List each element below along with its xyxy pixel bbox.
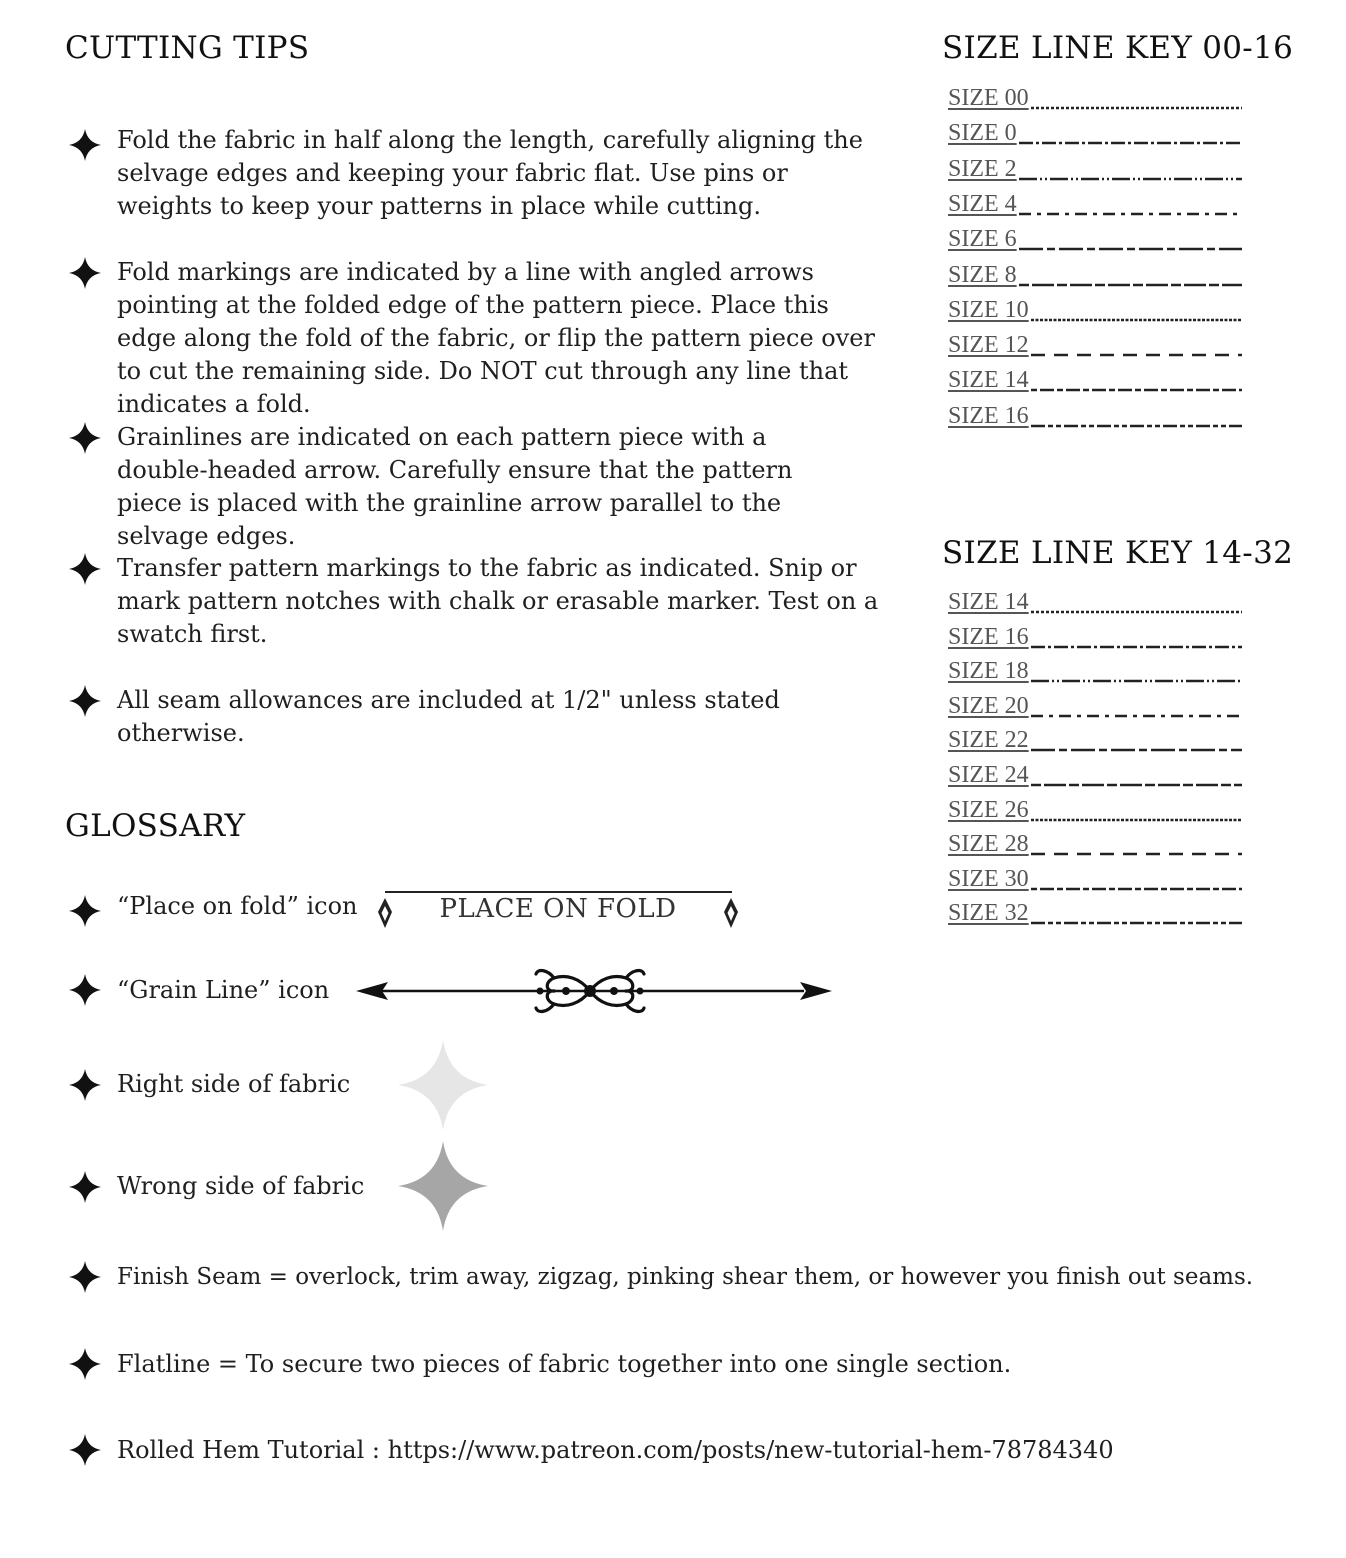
finish-seam-definition: Finish Seam = overlock, trim away, zigzag, pinking shear them, or however you finish out seams. — [117, 1264, 1254, 1290]
size-line-row — [948, 622, 1248, 656]
cutting-tip-4: Transfer pattern markings to the fabric as indicated. Snip or mark pattern notches with chalk or erasable marker. Test on a swatch first. — [117, 554, 879, 648]
size-label: SIZE 32 — [948, 900, 1029, 927]
place-on-fold-label: “Place on fold” icon — [117, 892, 358, 920]
size-line-pattern — [948, 829, 1248, 863]
star-bullet-icon — [68, 1068, 102, 1102]
size-line-pattern — [948, 760, 1248, 794]
size-line-row — [948, 898, 1248, 932]
right-side-star-icon — [396, 1038, 490, 1132]
size-line-pattern — [948, 622, 1248, 656]
size-line-row — [948, 365, 1248, 399]
wrong-side-star-icon — [396, 1139, 490, 1233]
place-on-fold-text: PLACE ON FOLD — [439, 894, 677, 924]
wrong-side-label: Wrong side of fabric — [117, 1172, 365, 1200]
star-bullet-icon — [68, 684, 102, 718]
size-line-row — [948, 656, 1248, 690]
size-line-pattern — [948, 295, 1248, 329]
size-label: SIZE 22 — [948, 727, 1029, 754]
rolled-hem-tutorial-link[interactable]: Rolled Hem Tutorial : https://www.patreon.com/posts/new-tutorial-hem-78784340 — [117, 1436, 1114, 1464]
size-line-pattern — [948, 795, 1248, 829]
size-line-pattern — [948, 898, 1248, 932]
grain-line-label: “Grain Line” icon — [117, 976, 330, 1004]
star-bullet-icon — [68, 1170, 102, 1204]
size-line-row — [948, 83, 1248, 117]
size-line-pattern — [948, 864, 1248, 898]
size-line-row — [948, 260, 1248, 294]
size-label: SIZE 14 — [948, 367, 1029, 394]
flatline-definition: Flatline = To secure two pieces of fabric together into one single section. — [117, 1350, 1012, 1378]
size-label: SIZE 4 — [948, 190, 1017, 217]
size-label: SIZE 16 — [948, 623, 1029, 650]
cutting-tip-1: Fold the fabric in half along the length, carefully aligning the selvage edges and keeping your fabric flat. Use pins or weights to keep your patterns in place while cutting. — [117, 126, 863, 220]
star-bullet-icon — [68, 894, 102, 928]
size-line-row — [948, 795, 1248, 829]
star-bullet-icon — [68, 1260, 102, 1294]
size-line-pattern — [948, 656, 1248, 690]
cutting-tip-3: Grainlines are indicated on each pattern piece with a double-headed arrow. Carefully ensure that the pattern piece is placed with the grainline arrow parallel to the selvage edges. — [117, 423, 793, 550]
cutting-tip-5: All seam allowances are included at 1/2" unless stated otherwise. — [117, 686, 780, 747]
size-line-row — [948, 829, 1248, 863]
size-label: SIZE 14 — [948, 589, 1029, 615]
size-line-pattern — [948, 691, 1248, 725]
size-line-pattern — [948, 83, 1248, 117]
size-line-row — [948, 691, 1248, 725]
size-key-1-heading: SIZE LINE KEY 00-16 — [942, 30, 1294, 66]
star-bullet-icon — [68, 421, 102, 455]
grain-line-arrow-icon — [354, 960, 834, 1022]
size-line-row — [948, 401, 1248, 435]
size-label: SIZE 2 — [948, 155, 1017, 182]
size-label: SIZE 28 — [948, 831, 1029, 858]
size-line-row — [948, 587, 1248, 621]
size-label: SIZE 26 — [948, 796, 1029, 823]
glossary-heading: GLOSSARY — [65, 808, 246, 844]
size-label: SIZE 6 — [948, 226, 1017, 253]
size-line-pattern — [948, 154, 1248, 188]
size-key-2-heading: SIZE LINE KEY 14-32 — [942, 535, 1294, 571]
size-line-row — [948, 118, 1248, 152]
star-bullet-icon — [68, 973, 102, 1007]
size-line-pattern — [948, 365, 1248, 399]
star-bullet-icon — [68, 1433, 102, 1467]
size-line-pattern — [948, 224, 1248, 258]
size-line-pattern — [948, 330, 1248, 364]
size-line-pattern — [948, 189, 1248, 223]
size-line-pattern — [948, 260, 1248, 294]
size-line-row — [948, 154, 1248, 188]
size-line-row — [948, 224, 1248, 258]
star-bullet-icon — [68, 128, 102, 162]
size-line-pattern — [948, 401, 1248, 435]
size-line-row — [948, 725, 1248, 759]
right-side-label: Right side of fabric — [117, 1070, 351, 1098]
place-on-fold-icon — [372, 884, 744, 934]
cutting-tips-heading: CUTTING TIPS — [65, 30, 310, 66]
size-line-pattern — [948, 587, 1248, 621]
star-bullet-icon — [68, 256, 102, 290]
size-label: SIZE 8 — [948, 261, 1017, 288]
star-bullet-icon — [68, 552, 102, 586]
size-label: SIZE 24 — [948, 762, 1029, 788]
size-label: SIZE 10 — [948, 296, 1029, 323]
size-line-row — [948, 189, 1248, 223]
size-line-row — [948, 295, 1248, 329]
size-label: SIZE 18 — [948, 658, 1029, 685]
size-line-row — [948, 864, 1248, 898]
size-label: SIZE 0 — [948, 120, 1017, 147]
size-line-row — [948, 330, 1248, 364]
size-line-row — [948, 760, 1248, 794]
size-line-pattern — [948, 118, 1248, 152]
star-bullet-icon — [68, 1347, 102, 1381]
size-label: SIZE 20 — [948, 692, 1029, 719]
size-label: SIZE 30 — [948, 865, 1029, 892]
size-line-pattern — [948, 725, 1248, 759]
size-label: SIZE 12 — [948, 332, 1029, 359]
size-label: SIZE 00 — [948, 85, 1029, 111]
size-label: SIZE 16 — [948, 402, 1029, 429]
cutting-tip-2: Fold markings are indicated by a line with angled arrows pointing at the folded edge of the pattern piece. Place this edge along the fold of the fabric, or flip the pattern piece over to cut the remaining side. Do NOT cut through any line that indicates a fold. — [117, 258, 875, 418]
